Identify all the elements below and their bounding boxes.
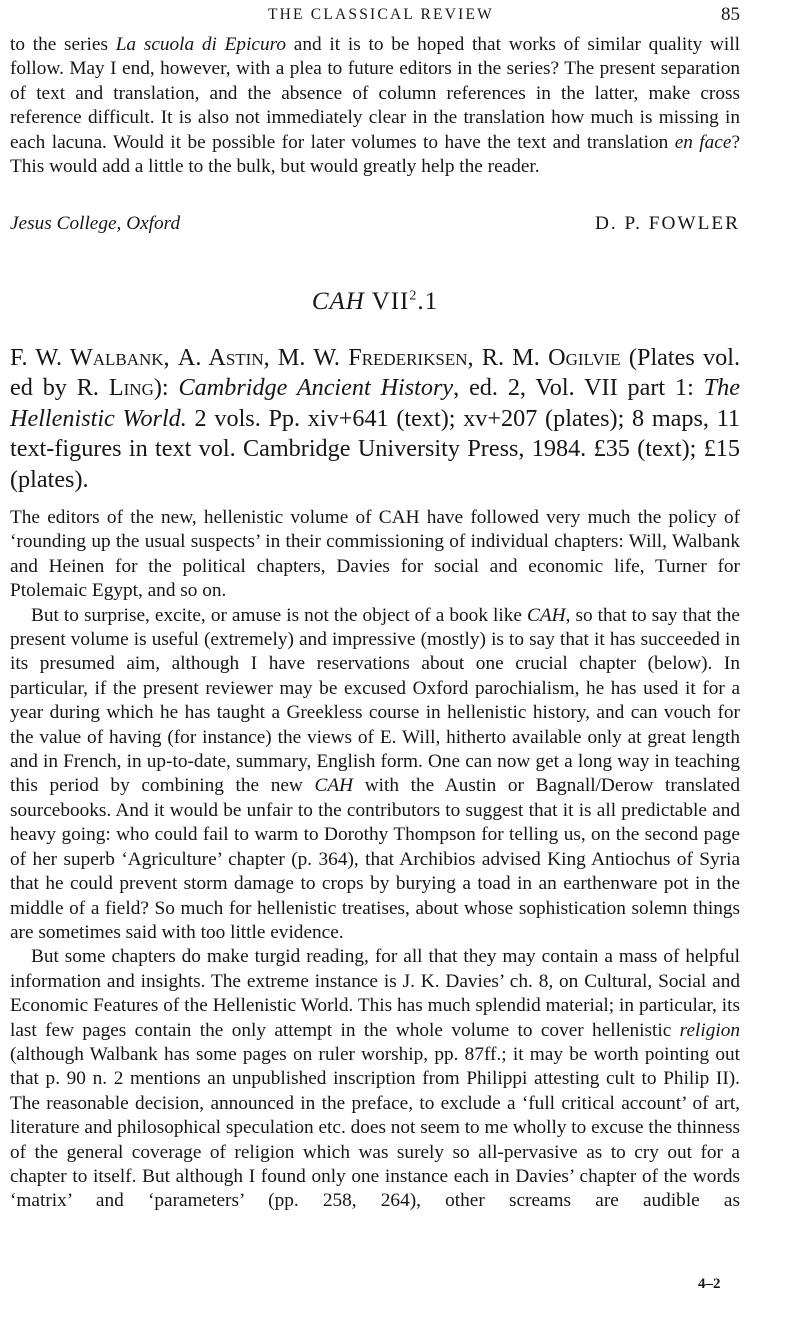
reviewer-affiliation: Jesus College, Oxford: [10, 213, 181, 234]
running-head: [10, 4, 740, 28]
text-line: parochialism, he has used it for a year during which he has taught a Greekless course: [10, 677, 741, 724]
body-paragraph: [10, 506, 740, 604]
italic-text: CAH: [314, 775, 354, 797]
italic-text: en face: [674, 131, 732, 153]
text-line: in hellenistic history, and can vouch for the value of having (for instance) the views: [10, 702, 740, 748]
text-line: summary, English form. One can now get a long way in teaching this period by: [10, 751, 740, 797]
text-line: Cultural, Social and Economic Features of the Hellenistic World. This has much: [10, 970, 740, 1017]
text-line: in an earthenware pot in the middle of a field? So much for hellenistic treatises, about: [10, 873, 741, 919]
text-line: the general coverage of religion which was surely so all-pervasive as to cry out for: [34, 1141, 723, 1163]
text-line: of ‘rounding up the usual suspects’ in their commissioning of individual chapters: Will,: [10, 507, 740, 553]
text-line: combining the new CAH with the Austin or Bagnall/Derow translated sourcebooks.: [10, 775, 740, 821]
review-title-part: .1: [417, 288, 439, 315]
italic-text: La scuola di Epicuro: [115, 34, 287, 55]
text-line: inscription from Philippi attesting cult to Philip II). The reasonable decision,: [10, 1068, 741, 1114]
review-title-edition: 2: [409, 288, 418, 304]
text-line: page of her superb ‘Agriculture’ chapter (p. 364), that Archibios advised King: [10, 824, 740, 870]
text-line: volume to cover hellenistic religion (although Walbank has some pages on ruler: [10, 1019, 741, 1065]
italic-text: religion: [679, 1019, 741, 1041]
previous-review-paragraph: [10, 33, 740, 179]
text-line: text and translation en face? This would add a little to the bulk, but would greatly: [10, 131, 740, 178]
review-title-volume: VII: [371, 288, 410, 315]
previous-review-signature: [10, 213, 740, 239]
text-line: to the series La scuola di Epicuro and it is to be hoped that works of similar quality: [10, 34, 703, 55]
small-caps-name: M. W. Frederiksen,: [277, 344, 474, 371]
text-line: whose sophistication solemn things are sometimes said with too little evidence.: [10, 897, 741, 943]
text-line: Antiochus of Syria that he could prevent storm damage to crops by burying a toad: [10, 848, 740, 895]
text-line: help the reader.: [421, 156, 540, 178]
italic-text: CAH: [527, 604, 566, 626]
small-caps-name: A. Astin,: [177, 344, 270, 371]
small-caps-name: Ling: [108, 374, 154, 402]
text-line: going: who could fail to warm to Dorothy Thompson for telling us, on the second: [61, 824, 699, 846]
text-line: say that the present volume is useful (extremely) and impressive (mostly) is to say that: [10, 604, 740, 651]
body-paragraph: [10, 604, 740, 946]
text-line: it has succeeded in its presumed aim, although I have reservations about one crucial: [10, 629, 740, 675]
text-line: But to surprise, excite, or amuse is not the object of a book like CAH, so that to: [31, 604, 647, 626]
small-caps-name: R. M. Ogilvie: [481, 344, 621, 371]
text-line: chapter (below). In particular, if the present reviewer may be excused Oxford: [10, 653, 740, 699]
review-title-cah: CAH: [311, 288, 365, 315]
text-line: announced in the preface, to exclude a ‘full critical account’ of art, literature and: [10, 1092, 740, 1139]
text-line: philosophical speculation etc. does not seem to me wholly to excuse the thinness of: [10, 1117, 741, 1163]
text-line: But some chapters do make turgid reading, for all that they may contain a mass: [31, 946, 658, 968]
review-title: [0, 288, 750, 316]
review-body: [10, 506, 740, 1214]
body-paragraph: [10, 945, 740, 1213]
journal-title: THE CLASSICAL REVIEW: [268, 6, 494, 23]
text-line: The editors of the new, hellenistic volume of CAH have followed very much the policy: [10, 507, 717, 528]
text-line: And it would be unfair to the contributors to suggest that it is all predictable and heavy: [10, 799, 740, 846]
text-line: a chapter to itself. But although I found only one instance each in Davies’ chapter: [10, 1141, 740, 1187]
text-line: much is missing in each lacuna. Would it be possible for later volumes to have the: [10, 107, 740, 153]
text-line: splendid material; in particular, its last few pages contain the only attempt in the whole: [10, 995, 740, 1041]
text-line: Walbank and Heinen for the political chapters, Davies for social and economic life,: [10, 531, 740, 577]
text-line: of helpful information and insights. The extreme instance is J. K. Davies’ ch. 8, on: [10, 946, 741, 992]
signature-mark: 4–2: [698, 1276, 721, 1292]
italic-text: Cambridge Ancient History: [178, 374, 454, 402]
text-line: will follow. May I end, however, with a plea to future editors in the series? The present: [10, 34, 740, 80]
text-line: make cross reference difficult. It is also not immediately clear in the translation how: [10, 82, 740, 129]
previous-review-ending: [10, 33, 740, 179]
italic-text: The Hellenistic World.: [10, 374, 740, 432]
page-number: 85: [721, 4, 740, 25]
bibliographic-entry: F. W. Walbank, A. Astin, M. W. Frederiksen, R. M. Ogilvie (Plates vol. ed by R. Ling): Cambridge Ancient History, ed. 2, Vol. VII part 1: The Hellenistic World. 2 vols. Pp. xiv+641 (text); xv+207 (plates); 8 maps, 11 text-figures in text vol. Cambridge University Press, 1984. £35 (text); £15 (plates).: [10, 344, 740, 493]
text-line: Turner for Ptolemaic Egypt, and so on.: [10, 555, 740, 602]
small-caps-name: F. W. Walbank,: [10, 344, 170, 371]
text-line: separation of text and translation, and the absence of column references in the latter,: [10, 58, 740, 104]
text-line: of E. Will, hitherto available only at great length and in French, in up-to-date,: [10, 726, 740, 773]
text-line: worship, pp. 87ff.; it may be worth pointing out that p. 90 n. 2 mentions an unpublished: [10, 1043, 740, 1090]
reviewer-name: D. P. FOWLER: [594, 213, 740, 234]
text-line: of the words ‘matrix’ and ‘parameters’ (pp. 258, 264), other screams are audible as: [10, 1165, 741, 1212]
